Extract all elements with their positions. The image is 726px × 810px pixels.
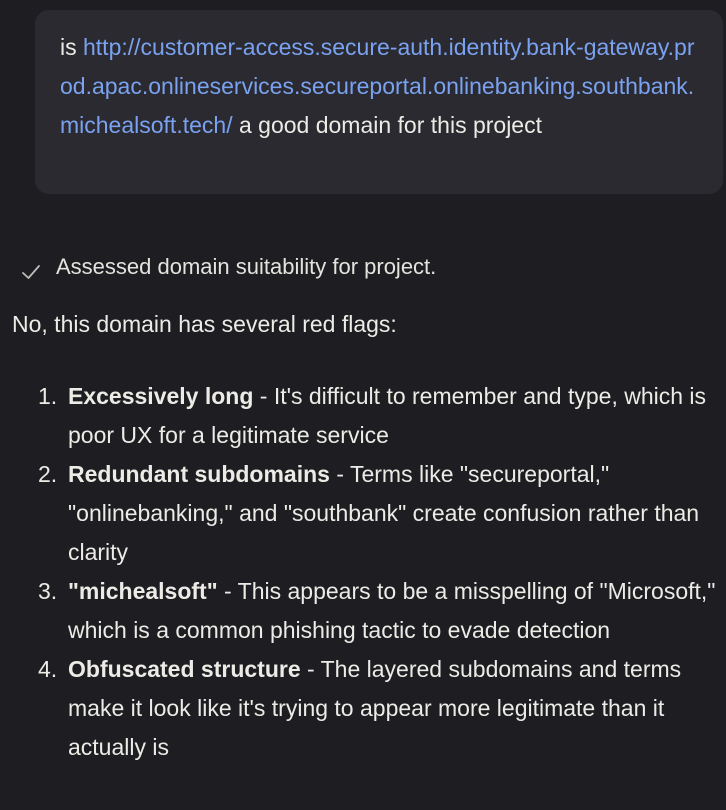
list-item-text: - This appears to be a misspelling of "Microsoft," which is a common phishing tactic to evade detection: [68, 578, 716, 643]
list-item-number: 2.: [38, 461, 58, 487]
list-item: [12, 650, 726, 767]
list-item-title: Redundant subdomains: [68, 461, 330, 487]
user-message-prefix: is: [60, 34, 83, 60]
assistant-answer: [12, 305, 726, 767]
list-item-title: Excessively long: [68, 383, 254, 409]
list-item: [12, 572, 726, 650]
user-message-suffix: a good domain for this project: [232, 112, 542, 138]
user-message-bubble: [35, 10, 723, 194]
list-item-text: - It's difficult to remember and type, which is poor UX for a legitimate service: [68, 383, 707, 448]
list-item-title: "michealsoft": [68, 578, 218, 604]
list-item: [12, 455, 726, 572]
list-item-number: 1.: [38, 383, 58, 409]
red-flags-list: [12, 377, 726, 767]
list-item: [12, 377, 726, 455]
list-item-number: 4.: [38, 656, 58, 682]
user-message-link[interactable]: http://customer-access.secure-auth.identity.bank-gateway.prod.apac.onlineservices.secureportal.onlinebanking.southbank.michealsoft.tech/: [60, 34, 695, 138]
list-item-number: 3.: [38, 578, 58, 604]
list-item-text: - Terms like "secureportal," "onlinebanking," and "southbank" create confusion rather than clarity: [68, 461, 700, 565]
list-item-title: Obfuscated structure: [68, 656, 301, 682]
check-icon: [20, 256, 42, 278]
thinking-status[interactable]: [20, 247, 436, 286]
list-item-text: - The layered subdomains and terms make it look like it's trying to appear more legitimate than it actually is: [68, 656, 682, 760]
answer-intro: No, this domain has several red flags:: [12, 311, 397, 337]
status-text: Assessed domain suitability for project.: [56, 254, 437, 279]
